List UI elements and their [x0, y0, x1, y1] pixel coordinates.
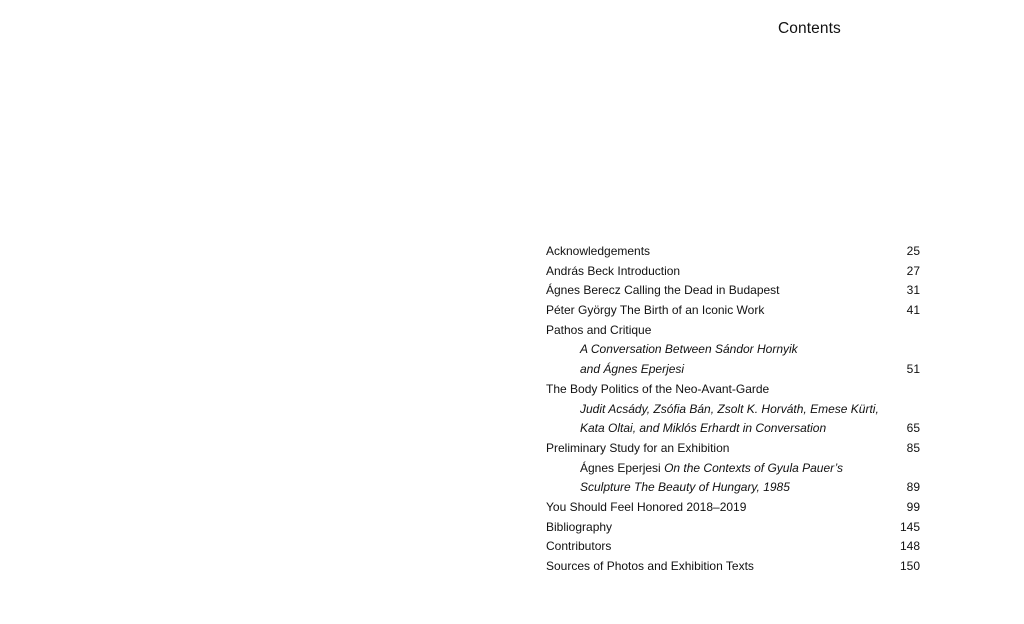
- toc-section-preliminary-study[interactable]: [546, 439, 920, 459]
- toc-section-pathos[interactable]: [546, 321, 920, 341]
- toc-subentry-line: [546, 400, 920, 420]
- toc-page-number: 25: [906, 244, 920, 258]
- toc-entry-author: Ágnes Berecz: [546, 283, 621, 298]
- toc-subentry-conversation-panel[interactable]: [546, 419, 920, 439]
- toc-subentry-line: [546, 340, 920, 360]
- toc-subentry-text: Judit Acsády, Zsófia Bán, Zsolt K. Horváth, Emese Kürti,: [580, 401, 879, 416]
- page-title: Contents: [778, 20, 841, 37]
- toc-page-number: 65: [906, 421, 920, 436]
- toc-subentry-text: and Ágnes Eperjesi: [580, 362, 685, 377]
- toc-subentry-text: A Conversation Between Sándor Hornyik: [580, 342, 798, 357]
- toc-page-number: 41: [906, 303, 920, 318]
- toc-subentry-pauer-contexts[interactable]: [546, 478, 920, 498]
- toc-section-title: Pathos and Critique: [546, 322, 652, 337]
- toc-entry-introduction[interactable]: [546, 262, 920, 282]
- toc-page-number: 89: [906, 480, 920, 495]
- toc-subentry-conversation-hornyik[interactable]: [546, 360, 920, 380]
- toc-entry-title: Sources of Photos and Exhibition Texts: [546, 559, 754, 573]
- toc-entry-calling-the-dead[interactable]: [546, 281, 920, 301]
- toc-entry-bibliography[interactable]: [546, 518, 920, 538]
- toc-page-number: 99: [906, 499, 920, 514]
- toc-entry-acknowledgements[interactable]: [546, 242, 920, 262]
- toc-entry-sources[interactable]: [546, 557, 920, 577]
- toc-page-number: 31: [906, 283, 920, 298]
- toc-page-number: 27: [906, 263, 920, 278]
- toc-entry-title: Calling the Dead in Budapest: [624, 283, 780, 298]
- toc-subentry-text: On the Contexts of Gyula Pauer’s: [664, 460, 844, 475]
- toc-section-body-politics[interactable]: [546, 380, 920, 400]
- toc-entry-iconic-work[interactable]: [546, 301, 920, 321]
- toc-section-title: Preliminary Study for an Exhibition: [546, 440, 730, 455]
- toc-entry-title: The Birth of an Iconic Work: [619, 303, 765, 318]
- toc-entry-author: Péter György: [546, 303, 617, 318]
- toc-entry-feel-honored[interactable]: [546, 498, 920, 518]
- toc-entry-title: Introduction: [617, 263, 681, 278]
- toc-subentry-text: Sculpture The Beauty of Hungary, 1985: [580, 480, 790, 495]
- toc-subentry-line: [546, 459, 920, 479]
- toc-entry-author: András Beck: [546, 263, 615, 278]
- toc-entry-contributors[interactable]: [546, 537, 920, 557]
- toc-page-number: 145: [899, 519, 920, 534]
- toc-page-number: 51: [906, 362, 920, 377]
- toc-page-number: 85: [906, 440, 920, 455]
- toc-entry-title: Acknowledgements: [546, 244, 651, 258]
- toc-section-title: The Body Politics of the Neo-Avant-Garde: [546, 381, 770, 396]
- toc-subentry-author: Ágnes Eperjesi: [580, 460, 661, 475]
- toc-page-number: 150: [899, 559, 920, 573]
- toc-entry-title: Contributors: [546, 539, 612, 554]
- toc-entry-title: Bibliography: [546, 519, 613, 534]
- toc-subentry-text: Kata Oltai, and Miklós Erhardt in Conversation: [580, 421, 827, 436]
- toc-entry-title: You Should Feel Honored 2018–2019: [546, 499, 747, 514]
- toc-page-number: 148: [899, 539, 920, 554]
- table-of-contents: [546, 242, 920, 577]
